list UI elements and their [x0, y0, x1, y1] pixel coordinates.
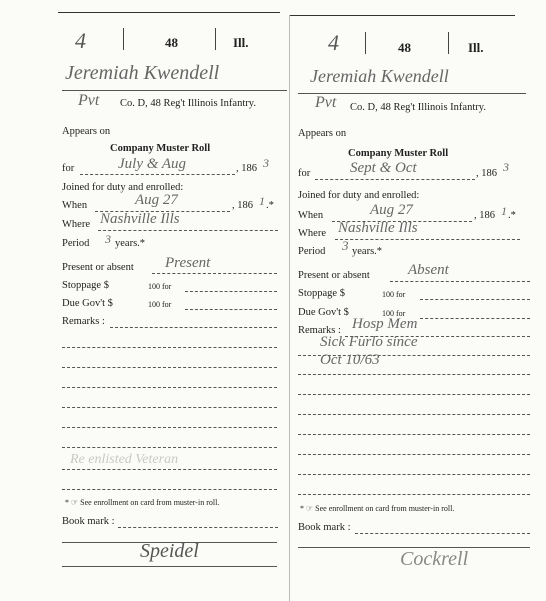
right-card-for-value: Sept & Oct	[350, 160, 417, 176]
right-card-remarks-line	[298, 454, 530, 455]
right-card-remarks-line	[298, 414, 530, 415]
left-card-remarks-line	[62, 469, 277, 470]
right-card-when-year-hand: 1	[501, 204, 507, 218]
left-card-number-a: 4	[75, 28, 87, 53]
right-card	[290, 0, 546, 601]
left-card-name-rule	[62, 90, 287, 91]
left-card-year-hand: 3	[263, 156, 269, 170]
right-card-number-a: 4	[328, 30, 340, 55]
right-card-present-label: Present or absent	[298, 270, 370, 281]
right-card-when-year: , 186	[474, 210, 495, 221]
left-card-when-year: , 186	[232, 200, 253, 211]
right-card-remarks-line-2: Sick Furlo since	[320, 334, 418, 350]
right-card-year-print: , 186	[476, 168, 497, 179]
left-card-stoppage-rule	[185, 291, 277, 292]
left-card-bottom-rule	[62, 566, 277, 567]
right-card-stoppage-value: 100 for	[382, 290, 406, 299]
left-card-remarks-line	[62, 407, 277, 408]
right-card-unit: Co. D, 48 Reg't Illinois Infantry.	[350, 102, 486, 113]
right-card-remarks-line	[298, 434, 530, 435]
right-card-roll-title: Company Muster Roll	[348, 148, 449, 159]
left-card-where-label: Where	[62, 219, 90, 230]
right-card-period-label: Period	[298, 246, 326, 257]
right-card-due-rule	[420, 318, 530, 319]
right-card-remarks-line-1: Hosp Mem	[352, 316, 418, 332]
left-card-separator	[215, 28, 216, 50]
left-card-remarks-rule	[110, 327, 277, 328]
left-card-remarks-faint: Re enlisted Veteran	[70, 452, 179, 467]
left-card-for-value: July & Aug	[118, 156, 187, 172]
left-card-due-label: Due Gov't $	[62, 298, 113, 309]
right-card-separator	[365, 32, 366, 54]
left-card-remarks-line	[62, 427, 277, 428]
left-card-footnote: * ☞ See enrollment on card from muster-in roll.	[65, 498, 220, 507]
right-card-appears-on: Appears on	[298, 128, 347, 139]
right-card-period-unit: years.*	[352, 246, 383, 257]
left-card-when-year-hand: 1	[259, 194, 265, 208]
left-card-stoppage-label: Stoppage $	[62, 280, 109, 291]
left-card-rank: Pvt	[78, 92, 100, 109]
right-card-bookmark-label: Book mark :	[298, 522, 351, 533]
right-card-number-c: Ill.	[468, 40, 484, 55]
left-card-remarks-line	[62, 447, 277, 448]
left-card-bookmark-rule	[118, 527, 278, 528]
right-card-where-rule	[335, 239, 520, 240]
left-card-number-c: Ill.	[233, 35, 249, 50]
left-card-period-label: Period	[62, 238, 90, 249]
left-card-year-print: , 186	[236, 163, 257, 174]
right-card-remarks-line	[298, 494, 530, 495]
right-card-name: Jeremiah Kwendell	[310, 66, 449, 86]
left-card-due-rule	[185, 309, 277, 310]
left-card-unit: Co. D, 48 Reg't Illinois Infantry.	[120, 98, 256, 109]
right-card-remarks-line	[298, 474, 530, 475]
left-card-present-rule	[152, 273, 277, 274]
left-card-when-label: When	[62, 200, 88, 211]
left-card-remarks-line	[62, 489, 277, 490]
right-card-footnote: * ☞ See enrollment on card from muster-in roll.	[300, 504, 455, 513]
left-card-where-rule	[98, 230, 278, 231]
right-card-rank: Pvt	[315, 94, 337, 111]
left-card-remarks-line	[62, 367, 277, 368]
right-card-present-rule	[390, 281, 530, 282]
right-card-when-value: Aug 27	[370, 202, 413, 218]
right-card-signature: Cockrell	[400, 548, 469, 570]
left-card-number-b: 48	[165, 35, 178, 50]
right-card-when-label: When	[298, 210, 324, 221]
left-card-stoppage-value: 100 for	[148, 282, 172, 291]
left-card-period-unit: years.*	[115, 238, 146, 249]
right-card-where-value: Nashville Ills	[338, 220, 418, 236]
right-card-stoppage-label: Stoppage $	[298, 288, 345, 299]
right-card-bookmark-rule	[355, 533, 530, 534]
right-card-for-rule	[315, 179, 475, 180]
left-card-for-label: for	[62, 163, 75, 174]
right-card-due-value: 100 for	[382, 309, 406, 318]
right-card-remarks-line	[298, 374, 530, 375]
left-card-for-rule	[80, 174, 235, 175]
right-card-remarks-line-3: Oct 10/63	[320, 352, 380, 368]
left-card-due-value: 100 for	[148, 300, 172, 309]
right-card-stoppage-rule	[420, 299, 530, 300]
left-card-remarks-line	[62, 347, 277, 348]
left-card-when-value: Aug 27	[135, 192, 178, 208]
right-card-year-hand: 3	[503, 160, 509, 174]
right-card-remarks-label: Remarks :	[298, 325, 341, 336]
right-card-period-value: 3	[342, 238, 349, 253]
left-card-separator	[123, 28, 124, 50]
right-card-remarks-line	[298, 394, 530, 395]
left-card-appears-on: Appears on	[62, 126, 111, 137]
left-card-period-value: 3	[105, 232, 111, 246]
left-card-when-star: .*	[266, 200, 274, 211]
right-card-joined: Joined for duty and enrolled:	[298, 190, 420, 201]
right-card-separator	[448, 32, 449, 54]
left-card-roll-title: Company Muster Roll	[110, 143, 211, 154]
left-card-name: Jeremiah Kwendell	[65, 62, 220, 84]
left-card-remarks-label: Remarks :	[62, 316, 105, 327]
right-card-present-value: Absent	[408, 262, 449, 278]
left-card-remarks-line	[62, 387, 277, 388]
left-card-present-label: Present or absent	[62, 262, 134, 273]
left-card-where-value: Nashville Ills	[100, 211, 180, 227]
left-card-signature: Speidel	[140, 540, 199, 562]
right-card-when-star: .*	[508, 210, 516, 221]
left-card-present-value: Present	[165, 255, 211, 271]
left-card-joined: Joined for duty and enrolled:	[62, 182, 184, 193]
right-card-where-label: Where	[298, 228, 326, 239]
right-card-due-label: Due Gov't $	[298, 307, 349, 318]
left-card-bookmark-label: Book mark :	[62, 516, 115, 527]
right-card-for-label: for	[298, 168, 311, 179]
right-card-number-b: 48	[398, 40, 411, 55]
